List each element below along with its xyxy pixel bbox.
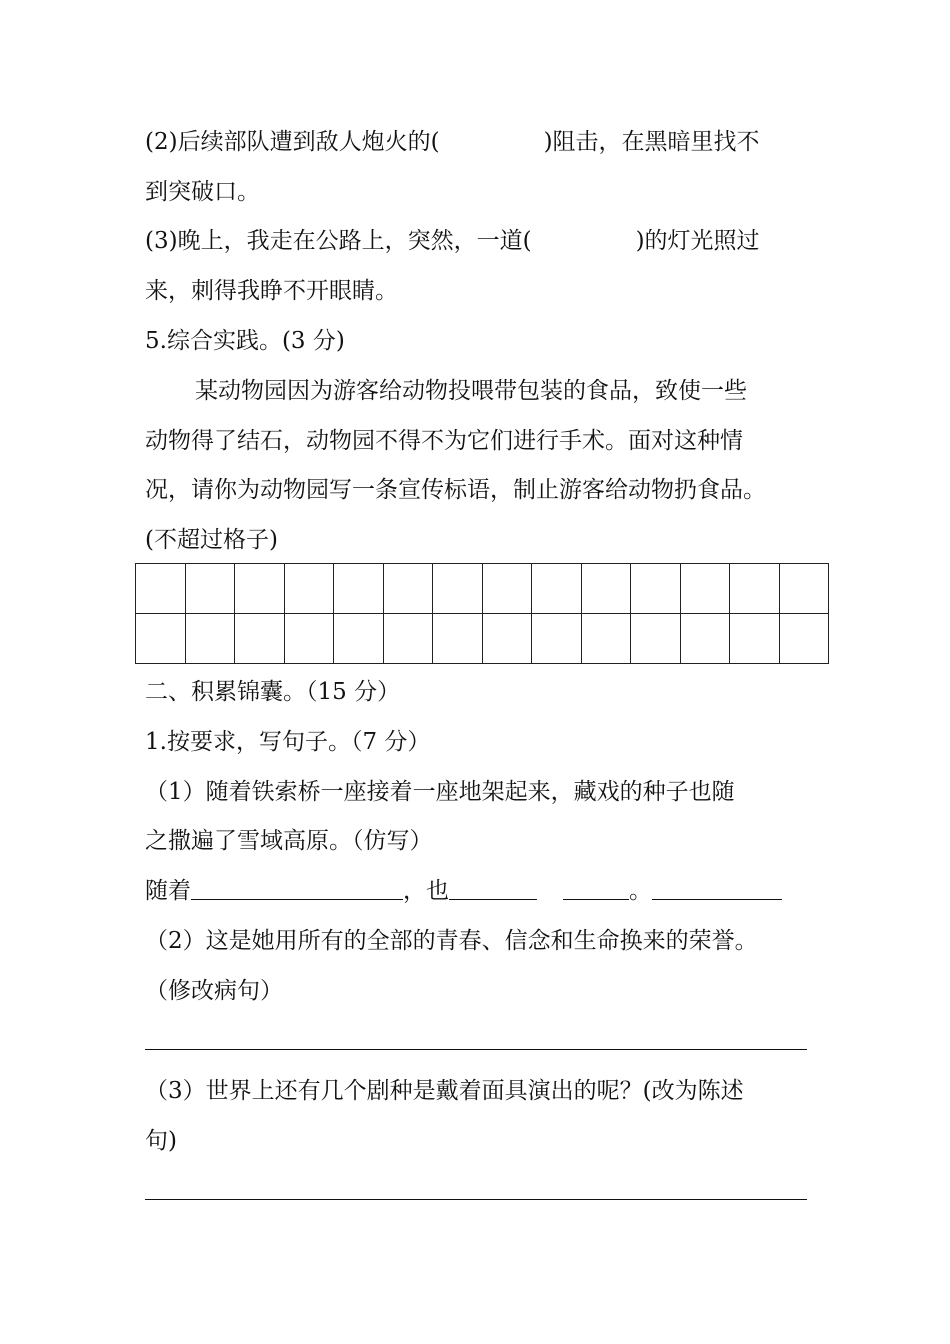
imitation-blank-2[interactable] bbox=[449, 877, 537, 900]
grid-cell[interactable] bbox=[136, 614, 186, 664]
grid-row bbox=[136, 614, 829, 664]
grid-cell[interactable] bbox=[433, 564, 483, 614]
sentence-2-line-2: （修改病句） bbox=[145, 978, 283, 1004]
sentence-1-line-2: 之撒遍了雪域高原。（仿写） bbox=[145, 828, 433, 854]
item-3-text-after: )的灯光照过 bbox=[635, 228, 760, 254]
question-5-paragraph-line-2: 动物得了结石，动物园不得不为它们进行手术。面对这种情 bbox=[145, 428, 743, 454]
grid-cell[interactable] bbox=[581, 564, 631, 614]
grid-cell[interactable] bbox=[680, 614, 730, 664]
grid-cell[interactable] bbox=[482, 614, 532, 664]
grid-row bbox=[136, 564, 829, 614]
grid-cell[interactable] bbox=[334, 614, 384, 664]
imitation-period: 。 bbox=[629, 878, 652, 904]
item-2-line-1 bbox=[145, 127, 760, 157]
grid-cell[interactable] bbox=[532, 564, 582, 614]
sentence-2-answer-line[interactable] bbox=[145, 1049, 807, 1050]
writing-grid bbox=[135, 563, 829, 664]
item-2-line-2: 到突破口。 bbox=[145, 179, 260, 205]
section-2-heading: 二、积累锦囊。（15 分） bbox=[145, 679, 401, 705]
sentence-3-answer-line[interactable] bbox=[145, 1199, 807, 1200]
imitation-middle: ，也 bbox=[403, 878, 449, 904]
imitation-prefix: 随着 bbox=[145, 878, 191, 904]
grid-cell[interactable] bbox=[680, 564, 730, 614]
grid-cell[interactable] bbox=[185, 614, 235, 664]
grid-cell[interactable] bbox=[433, 614, 483, 664]
item-2-text-before: (2)后续部队遭到敌人炮火的( bbox=[145, 129, 440, 155]
grid-cell[interactable] bbox=[779, 614, 829, 664]
grid-cell[interactable] bbox=[631, 614, 681, 664]
grid-cell[interactable] bbox=[730, 564, 780, 614]
grid-cell[interactable] bbox=[532, 614, 582, 664]
grid-cell[interactable] bbox=[334, 564, 384, 614]
sentence-1-imitation-row bbox=[145, 876, 782, 906]
sentence-2-line-1: （2）这是她用所有的全部的青春、信念和生命换来的荣誉。 bbox=[145, 928, 758, 954]
item-2-text-after: )阻击，在黑暗里找不 bbox=[543, 129, 760, 155]
grid-cell[interactable] bbox=[235, 564, 285, 614]
item-3-line-1 bbox=[145, 226, 760, 256]
imitation-blank-3[interactable] bbox=[563, 877, 629, 900]
imitation-blank-1[interactable] bbox=[191, 877, 403, 900]
question-5-paragraph-line-1: 某动物园因为游客给动物投喂带包装的食品，致使一些 bbox=[195, 378, 747, 404]
item-3-line-2: 来，刺得我睁不开眼睛。 bbox=[145, 278, 398, 304]
grid-cell[interactable] bbox=[631, 564, 681, 614]
grid-cell[interactable] bbox=[482, 564, 532, 614]
question-5-heading: 5.综合实践。(3 分) bbox=[145, 328, 345, 354]
imitation-blank-4[interactable] bbox=[652, 877, 782, 900]
sentence-3-line-2: 句) bbox=[145, 1128, 177, 1154]
grid-cell[interactable] bbox=[383, 614, 433, 664]
question-5-paragraph-line-3: 况，请你为动物园写一条宣传标语，制止游客给动物扔食品。 bbox=[145, 477, 766, 503]
section-2-question-1-heading: 1.按要求，写句子。（7 分） bbox=[145, 729, 431, 755]
item-3-text-before: (3)晚上，我走在公路上，突然，一道( bbox=[145, 228, 532, 254]
grid-cell[interactable] bbox=[730, 614, 780, 664]
grid-cell[interactable] bbox=[779, 564, 829, 614]
grid-cell[interactable] bbox=[235, 614, 285, 664]
grid-cell[interactable] bbox=[581, 614, 631, 664]
grid-cell[interactable] bbox=[136, 564, 186, 614]
grid-cell[interactable] bbox=[284, 614, 334, 664]
grid-cell[interactable] bbox=[185, 564, 235, 614]
question-5-note: (不超过格子) bbox=[145, 527, 278, 553]
sentence-1-line-1: （1）随着铁索桥一座接着一座地架起来，藏戏的种子也随 bbox=[145, 779, 735, 805]
sentence-3-line-1: （3）世界上还有几个剧种是戴着面具演出的呢？(改为陈述 bbox=[145, 1078, 744, 1104]
grid-cell[interactable] bbox=[383, 564, 433, 614]
grid-cell[interactable] bbox=[284, 564, 334, 614]
